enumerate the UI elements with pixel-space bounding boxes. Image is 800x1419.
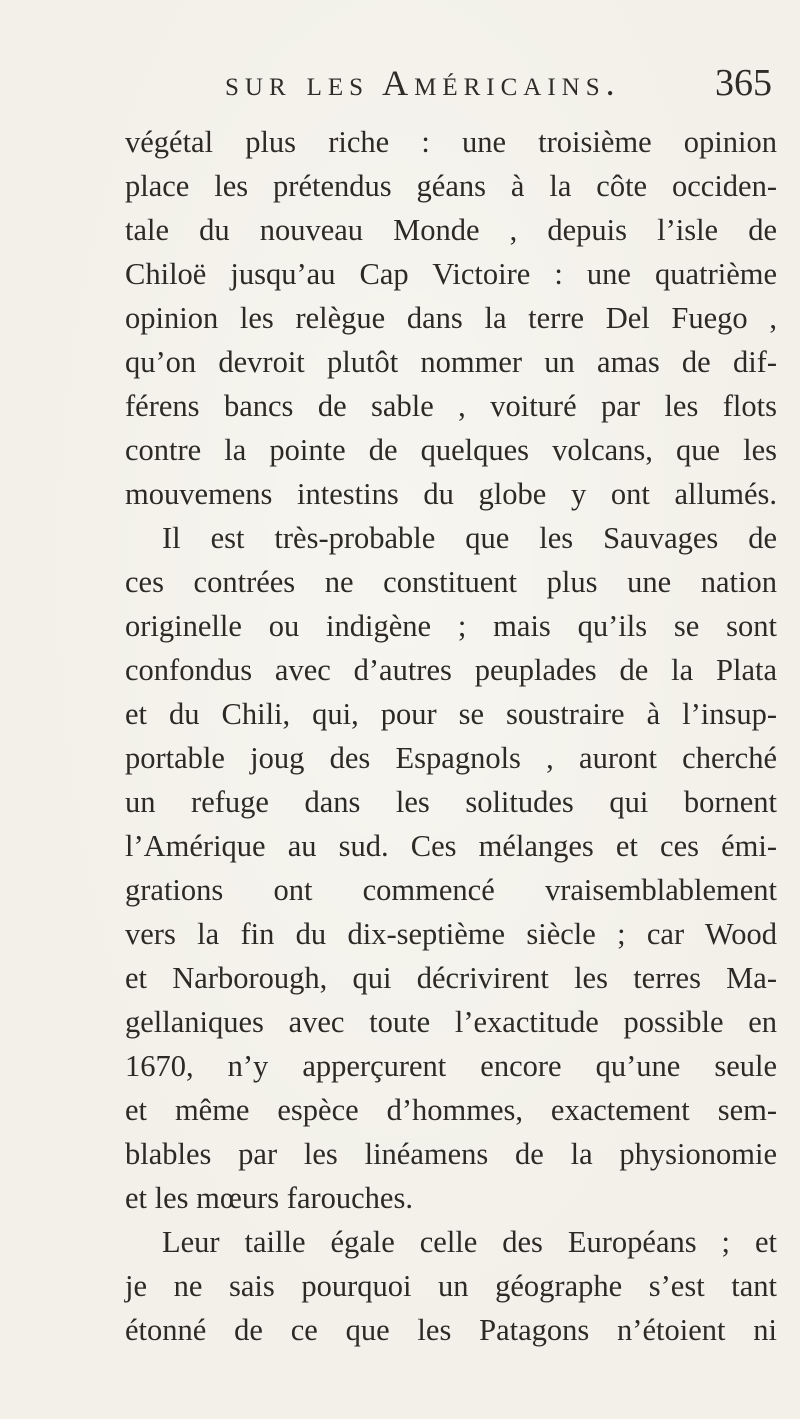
text-line-8: contre la pointe de quelques volcans, que les	[125, 433, 777, 467]
page-header	[0, 58, 800, 108]
text-line-25: et les mœurs farouches.	[125, 1181, 413, 1215]
text-line-24: blables par les linéamens de la physionomie	[125, 1137, 777, 1171]
text-line-13: confondus avec d’autres peuplades de la Plata	[125, 653, 777, 687]
text-line-23: et même espèce d’hommes, exactement sem-	[125, 1093, 777, 1127]
text-line-26: Leur taille égale celle des Européans ; et	[162, 1225, 777, 1259]
text-line-4: Chiloë jusqu’au Cap Victoire : une quatrième	[125, 257, 777, 291]
text-line-16: un refuge dans les solitudes qui bornent	[125, 785, 777, 819]
text-line-28: étonné de ce que les Patagons n’étoient ni	[125, 1313, 777, 1347]
running-title: sur les Américains.	[225, 63, 621, 103]
text-line-7: férens bancs de sable , voituré par les flots	[125, 389, 777, 423]
text-line-27: je ne sais pourquoi un géographe s’est tant	[125, 1269, 777, 1303]
text-line-17: l’Amérique au sud. Ces mélanges et ces émi-	[125, 829, 777, 863]
text-line-18: grations ont commencé vraisemblablement	[125, 873, 777, 907]
text-line-20: et Narborough, qui décrivirent les terres Ma-	[125, 961, 777, 995]
text-line-10: Il est très-probable que les Sauvages de	[162, 521, 777, 555]
text-line-5: opinion les relègue dans la terre Del Fuego ,	[125, 301, 777, 335]
text-line-11: ces contrées ne constituent plus une nation	[125, 565, 777, 599]
text-line-15: portable joug des Espagnols , auront cherché	[125, 741, 777, 775]
page-number: 365	[715, 62, 772, 104]
text-line-22: 1670, n’y apperçurent encore qu’une seule	[125, 1049, 777, 1083]
text-line-21: gellaniques avec toute l’exactitude possible en	[125, 1005, 777, 1039]
text-line-14: et du Chili, qui, pour se soustraire à l’insup-	[125, 697, 777, 731]
text-line-1: végétal plus riche : une troisième opinion	[125, 125, 777, 159]
text-line-12: originelle ou indigène ; mais qu’ils se sont	[125, 609, 777, 643]
text-line-6: qu’on devroit plutôt nommer un amas de dif-	[125, 345, 777, 379]
text-line-2: place les prétendus géans à la côte occiden-	[125, 169, 777, 203]
text-line-9: mouvemens intestins du globe y ont allumés.	[125, 477, 777, 511]
text-line-19: vers la fin du dix-septième siècle ; car Wood	[125, 917, 777, 951]
text-line-3: tale du nouveau Monde , depuis l’isle de	[125, 213, 777, 247]
